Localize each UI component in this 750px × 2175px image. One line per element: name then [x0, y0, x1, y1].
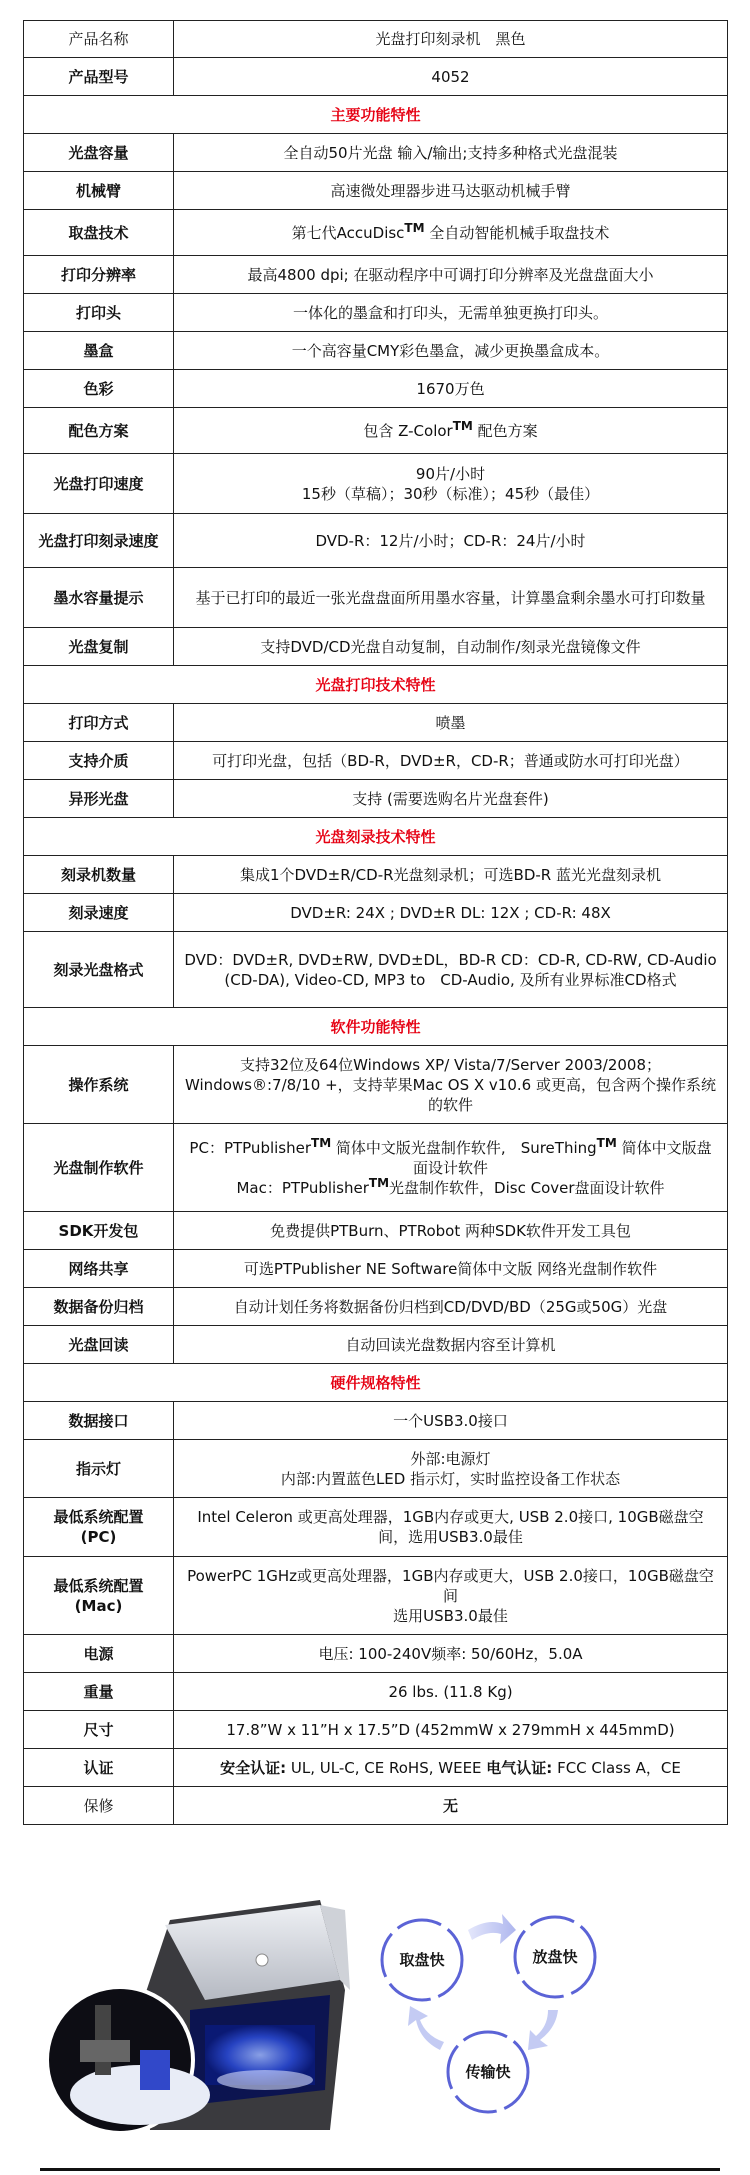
spec-value: 一个USB3.0接口: [174, 1402, 728, 1440]
spec-key: 刻录速度: [24, 894, 174, 932]
table-row: [24, 1557, 728, 1635]
spec-value: 免费提供PTBurn、PTRobot 两种SDK软件开发工具包: [174, 1212, 728, 1250]
table-row: [24, 1046, 728, 1124]
table-row: [24, 742, 728, 780]
spec-value: 可打印光盘，包括（BD-R，DVD±R，CD-R；普通或防水可打印光盘）: [174, 742, 728, 780]
table-row: [24, 332, 728, 370]
spec-value: [174, 210, 728, 256]
spec-key: 异形光盘: [24, 780, 174, 818]
spec-value: 集成1个DVD±R/CD-R光盘刻录机；可选BD-R 蓝光光盘刻录机: [174, 856, 728, 894]
value-line: 90片/小时: [415, 464, 486, 483]
spec-key: 打印方式: [24, 704, 174, 742]
table-row: [24, 256, 728, 294]
section-heading: 硬件规格特性: [24, 1364, 728, 1402]
section-row: [24, 96, 728, 134]
spec-key: 认证: [24, 1749, 174, 1787]
spec-value: 可选PTPublisher NE Software简体中文版 网络光盘制作软件: [174, 1250, 728, 1288]
spec-key: 光盘打印刻录速度: [24, 514, 174, 568]
spec-value: DVD：DVD±R, DVD±RW, DVD±DL，BD-R CD：CD-R, CD-RW, CD-Audio (CD-DA), Video-CD, MP3 to CD-Audio, 及所有业界标准CD格式: [174, 932, 728, 1008]
section-row: [24, 666, 728, 704]
spec-key: 色彩: [24, 370, 174, 408]
section-row: [24, 1364, 728, 1402]
spec-value: DVD±R: 24X ; DVD±R DL: 12X ; CD-R: 48X: [174, 894, 728, 932]
table-row: [24, 58, 728, 96]
spec-value: 电压: 100-240V频率: 50/60Hz，5.0A: [174, 1635, 728, 1673]
bottom-divider: [40, 2168, 720, 2171]
spec-value: [174, 1557, 728, 1635]
spec-value: DVD-R：12片/小时；CD-R：24片/小时: [174, 514, 728, 568]
value-line: 内部:内置蓝色LED 指示灯，实时监控设备工作状态: [280, 1469, 621, 1488]
table-row: [24, 21, 728, 58]
table-row: [24, 1250, 728, 1288]
value-text: 电气认证:: [486, 1758, 553, 1777]
arrow-right-icon: [468, 1914, 516, 1944]
spec-value: 17.8”W x 11”H x 17.5”D (452mmW x 279mmH x 445mmD): [174, 1711, 728, 1749]
spec-value: 最高4800 dpi; 在驱动程序中可调打印分辨率及光盘盘面大小: [174, 256, 728, 294]
table-row: [24, 704, 728, 742]
value-line: 15秒（草稿）；30秒（标准）；45秒（最佳）: [301, 484, 600, 503]
section-heading: 光盘打印技术特性: [24, 666, 728, 704]
spec-value: 自动计划任务将数据备份归档到CD/DVD/BD（25G或50G）光盘: [174, 1288, 728, 1326]
spec-value: 高速微处理器步进马达驱动机械手臂: [174, 172, 728, 210]
spec-value: [174, 454, 728, 514]
spec-key: 支持介质: [24, 742, 174, 780]
section-heading: 光盘刻录技术特性: [24, 818, 728, 856]
spec-key: 取盘技术: [24, 210, 174, 256]
value-text: 简体中文版盘面设计软件: [412, 1138, 712, 1177]
table-row: [24, 1124, 728, 1212]
trademark-mark: TM: [368, 1175, 390, 1190]
value-line: [184, 1175, 717, 1198]
trademark-mark: TM: [452, 418, 473, 433]
table-row: [24, 780, 728, 818]
table-row: [24, 856, 728, 894]
spec-key: 光盘回读: [24, 1326, 174, 1364]
value-line: 选用USB3.0最佳: [393, 1606, 508, 1625]
spec-key: 光盘复制: [24, 628, 174, 666]
value-line: PowerPC 1GHz或更高处理器，1GB内存或更大，USB 2.0接口，10GB磁盘空间: [187, 1566, 714, 1605]
table-row: [24, 294, 728, 332]
value-text: PC：PTPublisher: [189, 1138, 312, 1157]
spec-key: 产品型号: [24, 58, 174, 96]
spec-key: 操作系统: [24, 1046, 174, 1124]
spec-key: 刻录光盘格式: [24, 932, 174, 1008]
table-row: [24, 932, 728, 1008]
value-text: 配色方案: [472, 421, 538, 440]
spec-key: 刻录机数量: [24, 856, 174, 894]
table-row: [24, 1749, 728, 1787]
spec-value: 无: [174, 1787, 728, 1825]
spec-value: [174, 1124, 728, 1212]
arrow-up-icon: [408, 2006, 444, 2050]
table-row: [24, 1212, 728, 1250]
spec-key: 数据接口: [24, 1402, 174, 1440]
spec-key: [24, 1557, 174, 1635]
pick-speed-label: 取盘快: [399, 1951, 445, 1969]
spec-table: [23, 20, 728, 1825]
table-row: [24, 1326, 728, 1364]
spec-key: 打印头: [24, 294, 174, 332]
table-row: [24, 1711, 728, 1749]
spec-key: 光盘容量: [24, 134, 174, 172]
section-heading: 软件功能特性: [24, 1008, 728, 1046]
table-row: [24, 1787, 728, 1825]
table-row: [24, 408, 728, 454]
put-speed-label: 放盘快: [532, 1948, 578, 1966]
trademark-mark: TM: [404, 220, 425, 235]
table-row: [24, 1498, 728, 1557]
spec-value: 1670万色: [174, 370, 728, 408]
spec-value: [174, 1749, 728, 1787]
spec-value: 自动回读光盘数据内容至计算机: [174, 1326, 728, 1364]
value-text: 安全认证:: [220, 1758, 287, 1777]
spec-key: 机械臂: [24, 172, 174, 210]
table-row: [24, 568, 728, 628]
spec-value: 全自动50片光盘 输入/输出;支持多种格式光盘混装: [174, 134, 728, 172]
trademark-mark: TM: [311, 1135, 332, 1150]
table-row: [24, 514, 728, 568]
table-row: [24, 172, 728, 210]
transfer-speed-label: 传输快: [465, 2063, 511, 2081]
spec-key: 数据备份归档: [24, 1288, 174, 1326]
key-line: 最低系统配置: [53, 1508, 144, 1526]
spec-value: 一个高容量CMY彩色墨盒，减少更换墨盒成本。: [174, 332, 728, 370]
value-line: [184, 1135, 717, 1178]
spec-key: 保修: [24, 1787, 174, 1825]
spec-key: 墨盒: [24, 332, 174, 370]
spec-key: 打印分辨率: [24, 256, 174, 294]
table-row: [24, 1440, 728, 1498]
table-row: [24, 210, 728, 256]
spec-key: 光盘打印速度: [24, 454, 174, 514]
table-row: [24, 1673, 728, 1711]
spec-value: 支持32位及64位Windows XP/ Vista/7/Server 2003/2008；Windows®:7/8/10 +，支持苹果Mac OS X v10.6 或更高，包含两个操作系统的软件: [174, 1046, 728, 1124]
value-text: FCC Class A，CE: [552, 1758, 681, 1777]
spec-key: 墨水容量提示: [24, 568, 174, 628]
spec-key: 电源: [24, 1635, 174, 1673]
spec-key: SDK开发包: [24, 1212, 174, 1250]
key-line: (PC): [80, 1528, 117, 1546]
table-row: [24, 454, 728, 514]
spec-value: 支持 (需要选购名片光盘套件): [174, 780, 728, 818]
value-text: 包含 Z-Color: [363, 421, 453, 440]
spec-value: [174, 1440, 728, 1498]
spec-value: 喷墨: [174, 704, 728, 742]
value-text: 简体中文版光盘制作软件, SureThing: [331, 1138, 597, 1157]
key-line: 最低系统配置: [53, 1576, 144, 1595]
spec-value: [174, 408, 728, 454]
spec-value: Intel Celeron 或更高处理器，1GB内存或更大, USB 2.0接口, 10GB磁盘空间，选用USB3.0最佳: [174, 1498, 728, 1557]
trademark-mark: TM: [596, 1135, 617, 1150]
table-row: [24, 1635, 728, 1673]
table-row: [24, 628, 728, 666]
spec-key: 指示灯: [24, 1440, 174, 1498]
product-illustration: [0, 1850, 750, 2150]
spec-value: 4052: [174, 58, 728, 96]
spec-key: 重量: [24, 1673, 174, 1711]
speed-cycle-diagram: [382, 1914, 595, 2112]
spec-value: 一体化的墨盒和打印头，无需单独更换打印头。: [174, 294, 728, 332]
table-row: [24, 1402, 728, 1440]
spec-value: 光盘打印刻录机 黑色: [174, 21, 728, 58]
section-row: [24, 818, 728, 856]
table-row: [24, 370, 728, 408]
spec-key: [24, 1498, 174, 1557]
value-text: 第七代AccuDisc: [291, 223, 405, 242]
section-row: [24, 1008, 728, 1046]
value-text: UL, UL-C, CE RoHS, WEEE: [286, 1758, 487, 1777]
value-text: 光盘制作软件，Disc Cover盘面设计软件: [389, 1178, 665, 1197]
arrow-down-icon: [528, 2010, 558, 2050]
spec-key: 配色方案: [24, 408, 174, 454]
table-row: [24, 134, 728, 172]
table-row: [24, 894, 728, 932]
key-line: (Mac): [74, 1596, 123, 1615]
value-text: 全自动智能机械手取盘技术: [424, 223, 610, 242]
section-heading: 主要功能特性: [24, 96, 728, 134]
spec-key: 光盘制作软件: [24, 1124, 174, 1212]
spec-key: 产品名称: [24, 21, 174, 58]
value-line: 外部:电源灯: [410, 1449, 491, 1468]
spec-key: 网络共享: [24, 1250, 174, 1288]
table-row: [24, 1288, 728, 1326]
spec-key: 尺寸: [24, 1711, 174, 1749]
value-text: Mac：PTPublisher: [236, 1178, 369, 1197]
spec-value: 26 lbs. (11.8 Kg): [174, 1673, 728, 1711]
spec-value: 基于已打印的最近一张光盘盘面所用墨水容量，计算墨盒剩余墨水可打印数量: [174, 568, 728, 628]
spec-value: 支持DVD/CD光盘自动复制，自动制作/刻录光盘镜像文件: [174, 628, 728, 666]
